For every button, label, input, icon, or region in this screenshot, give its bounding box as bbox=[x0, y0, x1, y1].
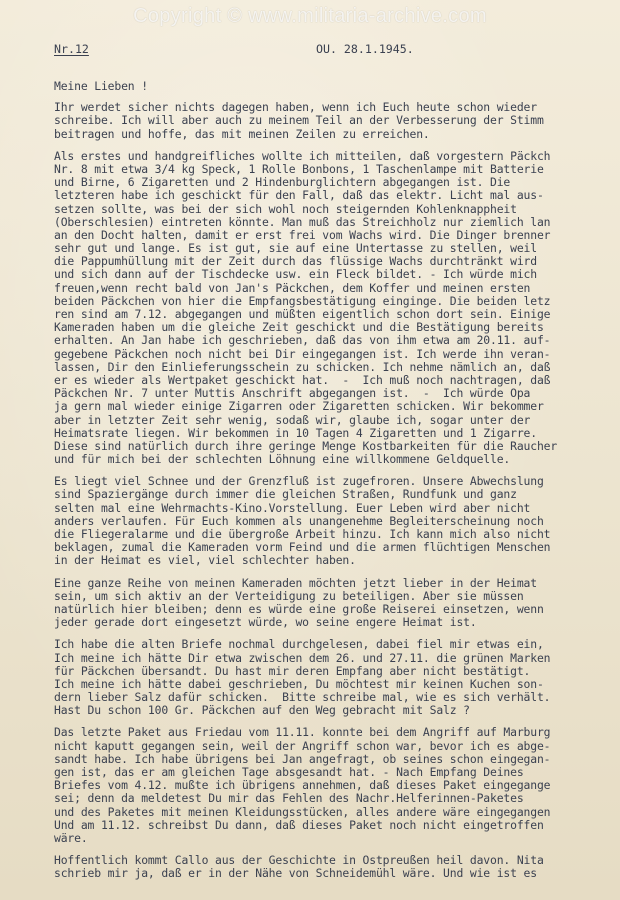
text-line: Ich habe die alten Briefe nochmal durchgelesen, dabei fiel mir etwas ein, bbox=[54, 637, 544, 652]
paragraph-4 bbox=[54, 577, 620, 630]
text-line: gegebene Päckchen noch nicht bei Dir eingegangen ist. Ich werde ihn veran- bbox=[54, 346, 551, 361]
text-line: für Päckchen übersandt. Du hast mir deren Empfang aber nicht bestätigt. bbox=[54, 663, 531, 678]
place-date: OU. 28.1.1945. bbox=[316, 42, 414, 56]
text-line: Eine ganze Reihe von meinen Kameraden möchten jetzt lieber in der Heimat bbox=[54, 575, 537, 590]
text-line: Heimatsrate liegen. Wir bekommen in 10 Tagen 4 Zigaretten und 1 Zigarre. bbox=[54, 425, 537, 440]
letter-header bbox=[54, 42, 584, 58]
text-line: natürlich hier bleiben; denn es würde eine große Reiserei einsetzen, wenn bbox=[54, 601, 544, 616]
text-line: Ihr werdet sicher nichts dagegen haben, wenn ich Euch heute schon wieder bbox=[54, 100, 537, 115]
text-line: und für mich bei der schlechten Löhnung eine willkommene Geldquelle. bbox=[54, 452, 511, 467]
text-line: Als erstes und handgreifliches wollte ich mitteilen, daß vorgestern Päckch bbox=[54, 148, 551, 163]
salutation: Meine Lieben ! bbox=[54, 79, 148, 93]
text-line: Hast Du schon 100 Gr. Päckchen auf den Weg gebracht mit Salz ? bbox=[54, 703, 470, 718]
text-line: schrieb mir ja, daß er in der Nähe von Schneidemühl wäre. Und wie ist es bbox=[54, 866, 537, 881]
copyright-watermark: Copyright © www.militaria-archive.com bbox=[133, 5, 487, 27]
text-line: dern lieber Salz dafür schicken. Bitte schreibe mal, wie es sich verhält. bbox=[54, 690, 551, 705]
text-line: erhalten. An Jan habe ich geschrieben, daß das von ihm etwa am 20.11. auf- bbox=[54, 333, 551, 348]
text-line: sandt habe. Ich habe übrigens bei Jan angefragt, ob seines schon eingegan- bbox=[54, 751, 551, 766]
text-line: nicht kaputt gegangen sein, weil der Angriff schon war, bevor ich es abge- bbox=[54, 738, 551, 753]
paragraph-7 bbox=[54, 854, 620, 880]
text-line: und des Paketes mit meinen Kleidungsstücken, alles andere wäre eingegangen bbox=[54, 804, 551, 819]
text-line: aber in letzter Zeit sehr wenig, sodaß wir, glaube ich, sogar unter der bbox=[54, 412, 531, 427]
text-line: Ich meine ich hätte Dir etwa zwischen dem 26. und 27.11. die grünen Marken bbox=[54, 650, 551, 665]
text-line: beiden Päckchen von hier die Empfangsbestätigung einginge. Die beiden letz bbox=[54, 293, 551, 308]
text-line: beklagen, zumal die Kameraden vorm Feind und die armen flüchtigen Menschen bbox=[54, 540, 551, 555]
text-line: beitragen und hoffe, das mit meinen Zeilen zu erreichen. bbox=[54, 126, 430, 141]
text-line: Diese sind natürlich durch ihre geringe Menge Kostbarkeiten für die Raucher bbox=[54, 438, 558, 453]
text-line: er es wieder als Wertpaket geschickt hat. - Ich muß noch nachtragen, daß bbox=[54, 372, 551, 387]
text-line: ja gern mal wieder einige Zigarren oder Zigaretten schicken. Wir bekommer bbox=[54, 399, 544, 414]
text-line: freuen,wenn recht bald von Jan's Päckchen, dem Koffer und meinen ersten bbox=[54, 280, 531, 295]
paragraph-5 bbox=[54, 638, 620, 717]
text-line: die Fliegeralarme und die übergroße Arbeit hinzu. Ich kann mich also nicht bbox=[54, 527, 551, 541]
text-line: Es liegt viel Schnee und der Grenzfluß ist zugefroren. Unsere Abwechslung bbox=[54, 474, 544, 489]
text-line: sei; denn da meldetest Du mir das Fehlen des Nachr.Helferinnen-Paketes bbox=[54, 791, 524, 806]
text-line: (Oberschlesien) eintreten könnte. Man muß das Streichholz nur ziemlich lan bbox=[54, 214, 551, 229]
text-line: Ich meine ich hätte dabei geschrieben, Du möchtest mir keinen Kuchen son- bbox=[54, 676, 544, 691]
text-line: die Pappumhüllung mit der Zeit durch das flüssige Wachs durchtränkt wird bbox=[54, 254, 537, 269]
text-line: Hoffentlich kommt Callo aus der Geschichte in Ostpreußen heil davon. Nita bbox=[54, 853, 544, 868]
text-line: setzen sollte, was bei der sich wohl noch steigernden Kohlenknappheit bbox=[54, 201, 517, 216]
letter-number: Nr.12 bbox=[54, 42, 89, 56]
text-line: sehr gut und lange. Es ist gut, sie auf eine Untertasse zu stellen, weil bbox=[54, 241, 537, 256]
text-line: jeder gerade dort eingesetzt würde, wo seine engere Heimat ist. bbox=[54, 615, 477, 630]
text-line: ren sind am 7.12. abgegangen und müßten eigentlich schon dort sein. Einige bbox=[54, 307, 551, 321]
text-line: an den Docht halten, damit er erst frei vom Wachs wird. Die Dinger brenner bbox=[54, 227, 551, 242]
text-line: und Birne, 6 Zigaretten und 2 Hindenburglichtern abgegangen ist. Die bbox=[54, 175, 511, 190]
text-line: lassen, Dir den Einlieferungsschein zu schicken. Ich nehme nämlich an, daß bbox=[54, 359, 551, 374]
text-line: Nr. 8 mit etwa 3/4 kg Speck, 1 Rolle Bonbons, 1 Taschenlampe mit Batterie bbox=[54, 161, 544, 176]
text-line: Kameraden haben um die gleiche Zeit geschickt und die Bestätigung bereits bbox=[54, 320, 544, 335]
text-line: sein, um sich aktiv an der Verteidigung zu beteiligen. Aber sie müssen bbox=[54, 588, 524, 603]
text-line: Briefes vom 4.12. mußte ich übrigens annehmen, daß dieses Paket eingegange bbox=[54, 778, 551, 793]
text-line: Das letzte Paket aus Friedau vom 11.11. konnte bei dem Angriff auf Marburg bbox=[54, 725, 551, 740]
text-line: Und am 11.12. schreibst Du dann, daß dieses Paket noch nicht eingetroffen bbox=[54, 817, 544, 832]
text-line: sind Spaziergänge durch immer die gleichen Straßen, Rundfunk und ganz bbox=[54, 487, 517, 502]
text-line: Päckchen Nr. 7 unter Muttis Anschrift abgegangen ist. - Ich würde Opa bbox=[54, 386, 531, 401]
text-line: wäre. bbox=[54, 830, 88, 845]
paragraph-3 bbox=[54, 475, 620, 567]
text-line: in der Heimat es viel, viel schlechter haben. bbox=[54, 553, 356, 568]
text-line: selten mal eine Wehrmachts-Kino.Vorstellung. Euer Leben wird aber nicht bbox=[54, 500, 531, 515]
letter-body bbox=[54, 80, 620, 881]
text-line: letzteren habe ich geschickt für den Fall, daß das elektr. Licht mal aus- bbox=[54, 188, 544, 203]
text-line: und sich dann auf der Tischdecke usw. ein Fleck bildet. - Ich würde mich bbox=[54, 267, 537, 282]
text-line: gen ist, das er am gleichen Tage absgesandt hat. - Nach Empfang Deines bbox=[54, 765, 524, 779]
text-line: schreibe. Ich will aber auch zu meinem Teil an der Verbesserung der Stimm bbox=[54, 113, 544, 128]
text-line: anders verlaufen. Für Euch kommen als unangenehme Begleiterscheinung noch bbox=[54, 513, 544, 528]
paragraph-6 bbox=[54, 726, 620, 845]
paragraph-2 bbox=[54, 150, 620, 467]
paragraph-1 bbox=[54, 101, 620, 141]
